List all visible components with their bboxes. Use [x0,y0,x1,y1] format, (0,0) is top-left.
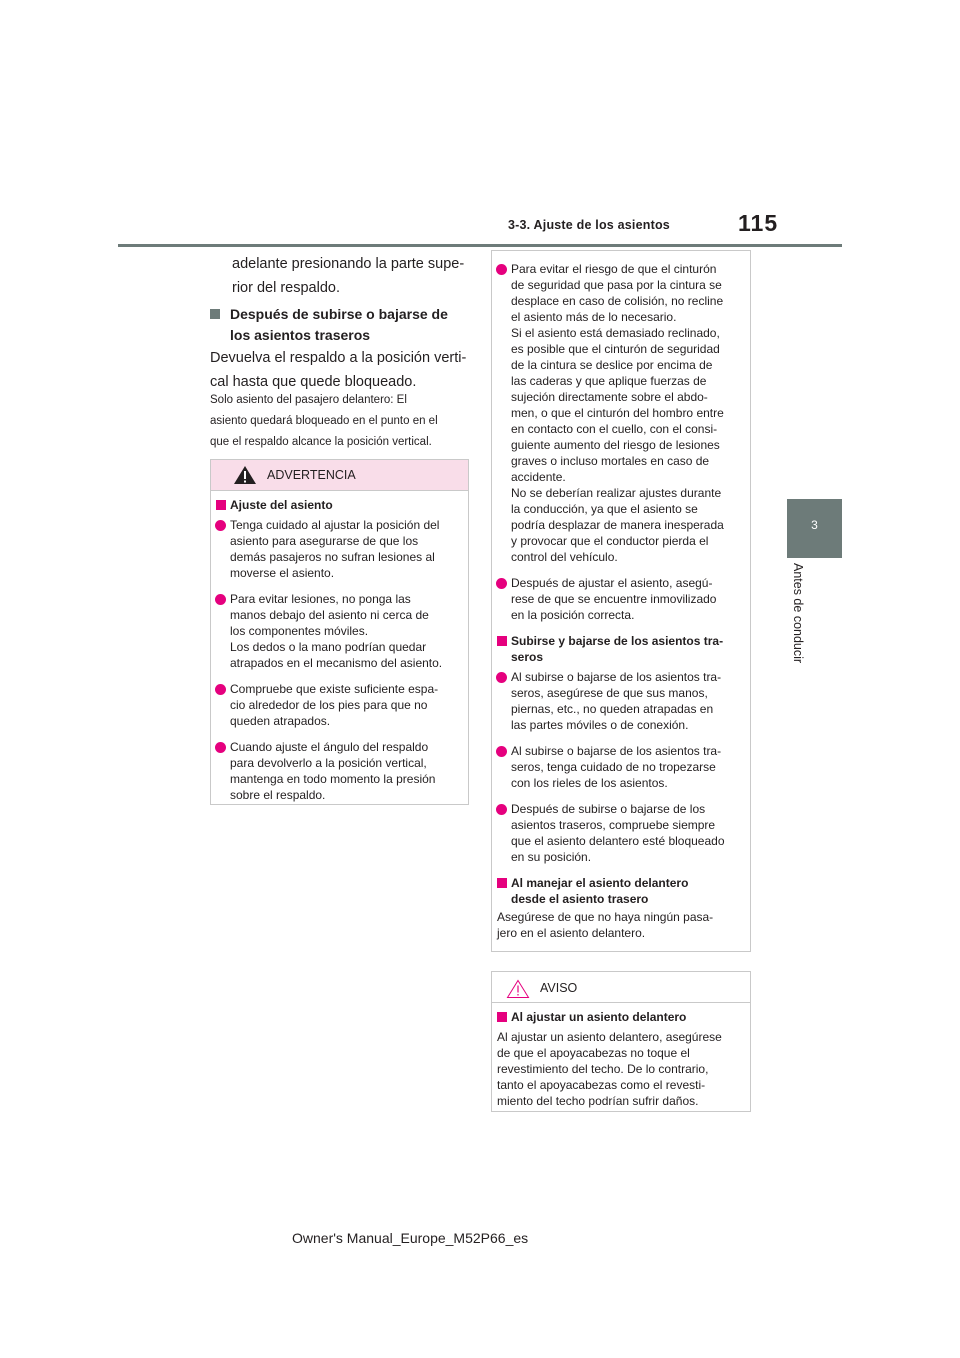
bullet-dot-icon [496,804,507,815]
bullet-dot-icon [496,264,507,275]
caution-triangle-icon [506,979,530,999]
notice-header [492,972,750,1003]
page-number: 115 [738,210,779,236]
square-bullet-icon [216,500,226,510]
warning-section-heading: Subirse y bajarse de los asientos tra- seros [493,633,742,665]
list-item: Compruebe que existe suficiente espa- cio alrededor de los pies para que no queden atrapados. [212,681,460,729]
warning-box-continued [491,250,751,952]
warning-header [211,460,468,491]
note-paragraph: Solo asiento del pasajero delantero: El asiento quedará bloqueado en el punto en el que el respaldo alcance la posición vertical. [210,394,438,448]
continued-paragraph: adelante presionando la parte supe- rior del respaldo. [232,256,465,296]
section-title: 3-3. Ajuste de los asientos [508,218,670,232]
warning-box [210,459,469,805]
bullet-dot-icon [215,520,226,531]
square-bullet-icon [497,878,507,888]
notice-title: AVISO [540,981,578,995]
square-bullet-icon [497,636,507,646]
bullet-dot-icon [215,742,226,753]
list-item: Después de subirse o bajarse de los asientos traseros, compruebe siempre que el asiento delantero esté bloqueado en su posición. [493,801,742,865]
warning-section-heading: Al manejar el asiento delantero desde el asiento trasero [493,875,742,907]
list-item: Para evitar el riesgo de que el cinturón de seguridad que pasa por la cintura se desplace en caso de colisión, no recline el asiento más de lo necesario. Si el asiento está demasiado reclinado, es posible que el cinturón de seguridad de la cintura se deslice por encima de las caderas y que aplique fuerzas de sujeción directamente sobre el abdo- men, o que el cinturón del hombro entre en contacto con el cuello, con el consi- guiente aumento del riesgo de lesiones graves o incluso mortales en caso de accidente. No se deberían realizar ajustes durante la conducción, ya que el asiento se podría desplazar de manera inesperada y provocar que el conductor pierda el control del vehículo. [493,261,742,565]
bullet-dot-icon [496,672,507,683]
list-item: Cuando ajuste el ángulo del respaldo para devolverlo a la posición vertical, mantenga en todo momento la presión sobre el respaldo. [212,739,460,803]
notice-section-heading: Al ajustar un asiento delantero [493,1009,742,1025]
list-item: Para evitar lesiones, no ponga las manos debajo del asiento ni cerca de los componentes móviles. Los dedos o la mano podrían quedar atrapados en el mecanismo del asiento. [212,591,460,671]
notice-box [491,971,751,1112]
warning-section-heading: Ajuste del asiento [212,497,460,513]
bullet-dot-icon [215,594,226,605]
bullet-dot-icon [215,684,226,695]
bullet-dot-icon [496,578,507,589]
footer-text: Owner's Manual_Europe_M52P66_es [292,1230,529,1246]
warning-triangle-icon [233,465,257,485]
header-rule [118,244,842,247]
notice-paragraph: Al ajustar un asiento delantero, asegúrese de que el apoyacabezas no toque el revestimiento del techo. De lo contrario, tanto el apoyacabezas como el revesti- miento del techo podrían sufrir daños. [497,1030,722,1108]
section-heading: Después de subirse o bajarse de los asientos traseros [210,304,470,346]
bullet-dot-icon [496,746,507,757]
list-item: Al subirse o bajarse de los asientos tra- seros, tenga cuidado de no tropezarse con los rieles de los asientos. [493,743,742,791]
warning-paragraph: Asegúrese de que no haya ningún pasa- jero en el asiento delantero. [497,910,714,940]
warning-title: ADVERTENCIA [267,468,356,482]
body-paragraph: Devuelva el respaldo a la posición verti- cal hasta que quede bloqueado. [210,350,467,390]
list-item: Tenga cuidado al ajustar la posición del asiento para asegurarse de que los demás pasajeros no sufran lesiones al moverse el asiento. [212,517,460,581]
chapter-number: 3 [811,518,818,532]
list-item: Después de ajustar el asiento, asegú- rese de que se encuentre inmovilizado en la posición correcta. [493,575,742,623]
list-item: Al subirse o bajarse de los asientos tra- seros, asegúrese de que sus manos, piernas, etc., no queden atrapadas en las partes móviles o de conexión. [493,669,742,733]
chapter-label: Antes de conducir [791,563,805,664]
square-bullet-icon [497,1012,507,1022]
square-bullet-icon [210,309,220,319]
